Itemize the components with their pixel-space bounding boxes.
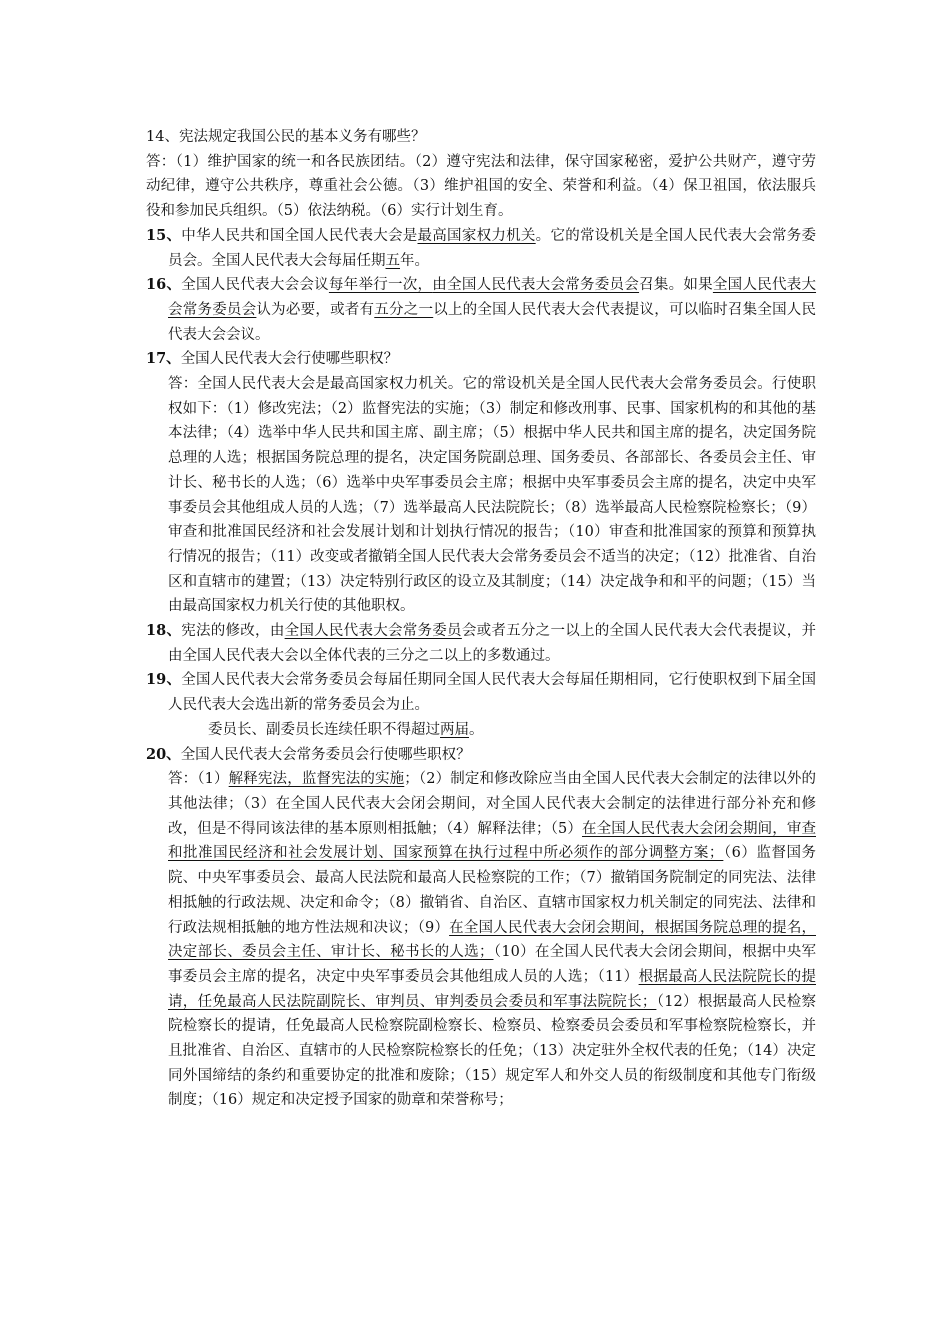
q16-underline-3: 全国人民代表大会常务委员会 — [168, 277, 817, 318]
q16-underline-4: 五分之一 — [374, 301, 434, 318]
q18-text-1: 宪法的修改，由 — [181, 623, 285, 640]
question-14 — [146, 125, 816, 224]
question-20-answer — [146, 767, 816, 1113]
q20-underline-3: 在全国人民代表大会闭会期间，根据国务院总理的提名，决定部长、委员会主任、审计长、秘书长的人选； — [168, 919, 816, 961]
question-17 — [146, 347, 816, 619]
question-14-answer: 答：（1）维护国家的统一和各民族团结。（2）遵守宪法和法律，保守国家秘密，爱护公共财产，遵守劳动纪律，遵守公共秩序，尊重社会公德。（3）维护祖国的安全、荣誉和利益。（4）保卫祖国，依法服兵役和参加民兵组织。（5）依法纳税。（6）实行计划生育。 — [146, 153, 816, 220]
q16-text-1: 全国人民代表大会会议 — [181, 277, 329, 294]
q20-underline-4: 根据最高人民法院院长的提请，任免最高人民法院副院长、审判员、审判委员会委员和军事法院院长； — [168, 968, 816, 1010]
q15-underline-1: 最高国家权力机关 — [417, 227, 536, 244]
q19-text-1: 全国人民代表大会常务委员会每届任期同全国人民代表大会每届任期相同，它行使职权到下届全国人民代表大会选出新的常务委员会为止。 — [168, 672, 816, 714]
question-20 — [146, 743, 816, 1114]
q15-text-1: 中华人民共和国全国人民代表大会是 — [181, 227, 418, 244]
q15-text-3: 年。 — [400, 252, 429, 269]
question-18 — [146, 619, 816, 668]
q16-underline-2: 由全国人民代表大会常务委员会 — [432, 277, 640, 294]
q15-underline-2: 五 — [385, 252, 400, 269]
question-17-title: 全国人民代表大会行使哪些职权？ — [180, 351, 399, 368]
q15-text-2: 。它的常设机关是全国人民代表大会常务委员会。全国人民代表大会每届任期 — [168, 227, 817, 269]
question-20-title: 全国人民代表大会常务委员会行使哪些职权？ — [180, 746, 471, 763]
q20-answer-4: （10）在全国人民代表大会闭会期间，根据中央军事委员会主席的提名，决定中央军事委员会其他组成人员的人选；（11） — [168, 944, 817, 985]
question-16-number: 16、 — [146, 276, 182, 294]
q18-text-2: 会或者五分之一以上的全国人民代表大会代表提议，并由全国人民代表大会以全体代表的三分之二以上的多数通过。 — [168, 623, 817, 664]
question-16 — [146, 273, 816, 347]
q20-underline-2: 在全国人民代表大会闭会期间，审查和批准国民经济和社会发展计划、国家预算在执行过程中所必须作的部分调整方案； — [168, 820, 816, 862]
q19-text-2: 委员长、副委员长连续任职不得超过 — [208, 721, 440, 738]
question-17-answer: 答：全国人民代表大会是最高国家权力机关。它的常设机关是全国人民代表大会常务委员会。行使职权如下：（1）修改宪法；（2）监督宪法的实施；（3）制定和修改刑事、民事、国家机构的和其他的基本法律；（4）选举中华人民共和国主席、副主席；（5）根据中华人民共和国主席的提名，决定国务院总理的人选；根据国务院总理的提名，决定国务院副总理、国务委员、各部部长、各委员会主任、审计长、秘书长的人选；（6）选举中央军事委员会主席；根据中央军事委员会主席的提名，决定中央军事委员会其他组成人员的人选；（7）选举最高人民法院院长；（8）选举最高人民检察院检察长；（9）审查和批准国民经济和社会发展计划和计划执行情况的报告；（10）审查和批准国家的预算和预算执行情况的报告；（11）改变或者撤销全国人民代表大会常务委员会不适当的决定；（12）批准省、自治区和直辖市的建置；（13）决定特别行政区的设立及其制度；（14）决定战争和和平的问题；（15）当由最高国家权力机关行使的其他职权。 — [168, 376, 816, 615]
q16-text-3: 认为必要，或者有 — [256, 301, 375, 318]
question-14-title: 14、宪法规定我国公民的基本义务有哪些？ — [146, 129, 426, 145]
q16-text-4: 以上的全国人民代表大会代表提议，可以临时召集全国人民代表大会会议。 — [168, 301, 817, 343]
q19-text-3: 。 — [469, 721, 484, 738]
question-17-number: 17、 — [146, 350, 181, 368]
q20-answer-5: （12）根据最高人民检察院检察长的提请，任免最高人民检察院副检察长、检察员、检察委员会委员和军事检察院检察长，并且批准省、自治区、直辖市的人民检察院检察长的任免；（13）决定驻外全权代表的任免；（14）决定同外国缔结的条约和重要协定的批准和废除；（15）规定军人和外交人员的衔级制度和其他专门衔级制度；（16）规定和决定授予国家的勋章和荣誉称号； — [168, 993, 817, 1109]
q20-answer-3: （6）监督国务院、中央军事委员会、最高人民法院和最高人民检察院的工作；（7）撤销国务院制定的同宪法、法律相抵触的行政法规、决定和命令；（8）撤销省、自治区、直辖市国家权力机关制定的同宪法、法律和行政法规相抵触的地方性法规和决议；（9） — [168, 845, 816, 936]
question-15 — [146, 224, 816, 273]
question-19 — [146, 668, 816, 742]
q19-underline-1: 两届 — [440, 721, 469, 738]
q20-answer-2: ；（2）制定和修改除应当由全国人民代表大会制定的法律以外的其他法律；（3）在全国人民代表大会闭会期间，对全国人民代表大会制定的法律进行部分补充和修改，但是不得同该法律的基本原则相抵触；（4）解释法律；（5） — [168, 771, 816, 837]
question-15-number: 15、 — [146, 226, 182, 244]
question-20-number: 20、 — [146, 745, 181, 763]
q16-text-2: 召集。如果 — [639, 277, 713, 294]
q16-underline-1: 每年举行一次， — [328, 277, 433, 294]
q20-underline-1: 解释宪法，监督宪法的实施 — [228, 771, 405, 788]
document-page — [146, 125, 816, 1113]
question-18-number: 18、 — [146, 622, 182, 640]
q20-answer-1: 答：（1） — [168, 771, 229, 788]
question-19-number: 19、 — [146, 671, 182, 689]
q18-underline-1: 全国人民代表大会常务委员 — [284, 623, 462, 640]
